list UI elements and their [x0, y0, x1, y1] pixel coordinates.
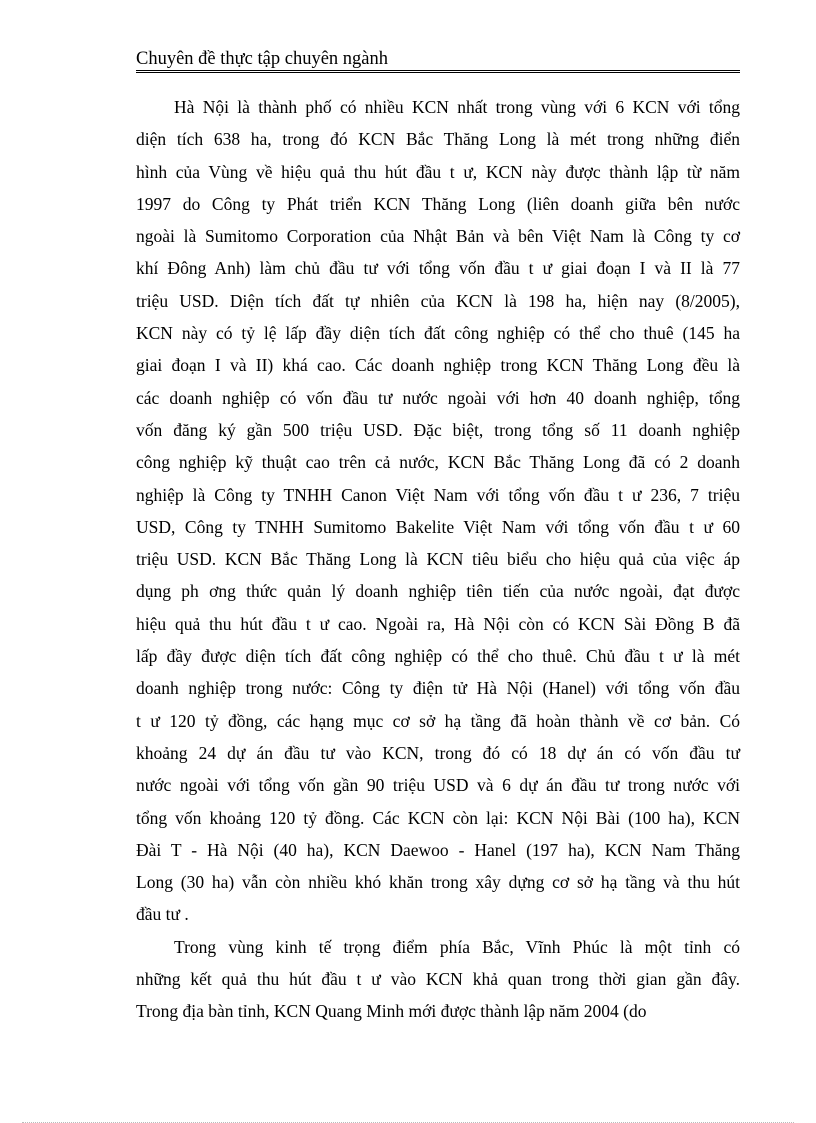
text-line: ngoài là Sumitomo Corporation của Nhật Bản và bên Việt Nam là Công ty cơ: [136, 226, 740, 247]
text-line: những kết quả thu hút đầu t ư vào KCN khả quan trong thời gian gần đây.: [136, 969, 740, 990]
text-line: Đài T - Hà Nội (40 ha), KCN Daewoo - Hanel (197 ha), KCN Nam Thăng: [136, 839, 740, 860]
text-line: lấp đầy được diện tích đất công nghiệp có thể cho thuê. Chủ đầu t ư là mét: [136, 646, 740, 667]
text-line: Hà Nội là thành phố có nhiều KCN nhất trong vùng với 6 KCN với tổng: [174, 97, 740, 117]
text-line: doanh nghiệp trong nước: Công ty điện tử Hà Nội (Hanel) với tổng vốn đầu: [136, 678, 740, 699]
text-line: hiệu quả thu hút đầu t ư cao. Ngoài ra, Hà Nội còn có KCN Sài Đồng B đã: [136, 613, 740, 634]
text-line: KCN này có tỷ lệ lấp đầy diện tích đất công nghiệp có thể cho thuê (145 ha: [136, 323, 740, 344]
document-body: [136, 91, 740, 1028]
text-line: triệu USD. KCN Bắc Thăng Long là KCN tiêu biểu cho hiệu quả của việc áp: [136, 549, 740, 570]
text-line: USD, Công ty TNHH Sumitomo Bakelite Việt Nam với tổng vốn đầu t ư 60: [136, 516, 740, 537]
text-line: 1997 do Công ty Phát triển KCN Thăng Long (liên doanh giữa bên nước: [136, 193, 740, 214]
text-line: hình của Vùng về hiệu quả thu hút đầu t ư, KCN này được thành lập từ năm: [136, 161, 740, 182]
text-line: tổng vốn khoảng 120 tỷ đồng. Các KCN còn lại: KCN Nội Bài (100 ha), KCN: [136, 807, 740, 828]
header-rule-top: [136, 70, 740, 71]
text-line: diện tích 638 ha, trong đó KCN Bắc Thăng Long là mét trong những điển: [136, 129, 740, 150]
text-line: triệu USD. Diện tích đất tự nhiên của KCN là 198 ha, hiện nay (8/2005),: [136, 290, 740, 311]
text-line: t ư 120 tỷ đồng, các hạng mục cơ sở hạ tầng đã hoàn thành về cơ bản. Có: [136, 710, 740, 731]
header-rule-bottom: [136, 72, 740, 73]
text-line: khoảng 24 dự án đầu tư vào KCN, trong đó có 18 dự án có vốn đầu tư: [136, 742, 740, 763]
text-line: khí Đông Anh) làm chủ đầu tư với tổng vốn đầu t ư giai đoạn I và II là 77: [136, 258, 740, 279]
text-line: Long (30 ha) vẫn còn nhiều khó khăn trong xây dựng cơ sở hạ tầng và thu hút: [136, 872, 740, 893]
paragraph: [136, 91, 740, 931]
text-line: đầu tư .: [136, 904, 189, 925]
text-line: giai đoạn I và II) khá cao. Các doanh nghiệp trong KCN Thăng Long đều là: [136, 355, 740, 376]
text-line: Trong vùng kinh tế trọng điểm phía Bắc, Vĩnh Phúc là một tỉnh có: [174, 936, 740, 957]
text-line: nước ngoài với tổng vốn gần 90 triệu USD và 6 dự án đầu tư trong nước với: [136, 775, 740, 796]
text-line: các doanh nghiệp có vốn đầu tư nước ngoài với hơn 40 doanh nghiệp, tổng: [136, 387, 740, 408]
text-line: Trong địa bàn tỉnh, KCN Quang Minh mới được thành lập năm 2004 (do: [136, 1001, 647, 1022]
text-line: nghiệp là Công ty TNHH Canon Việt Nam với tổng vốn đầu t ư 236, 7 triệu: [136, 484, 740, 505]
page-header-title: Chuyên đề thực tập chuyên ngành: [136, 49, 388, 69]
paragraph: [136, 931, 740, 1028]
text-line: công nghiệp kỹ thuật cao trên cả nước, KCN Bắc Thăng Long đã có 2 doanh: [136, 452, 740, 473]
text-line: dụng ph ơng thức quản lý doanh nghiệp tiên tiến của nước ngoài, đạt được: [136, 581, 740, 602]
text-line: vốn đăng ký gần 500 triệu USD. Đặc biệt, trong tổng số 11 doanh nghiệp: [136, 419, 740, 440]
